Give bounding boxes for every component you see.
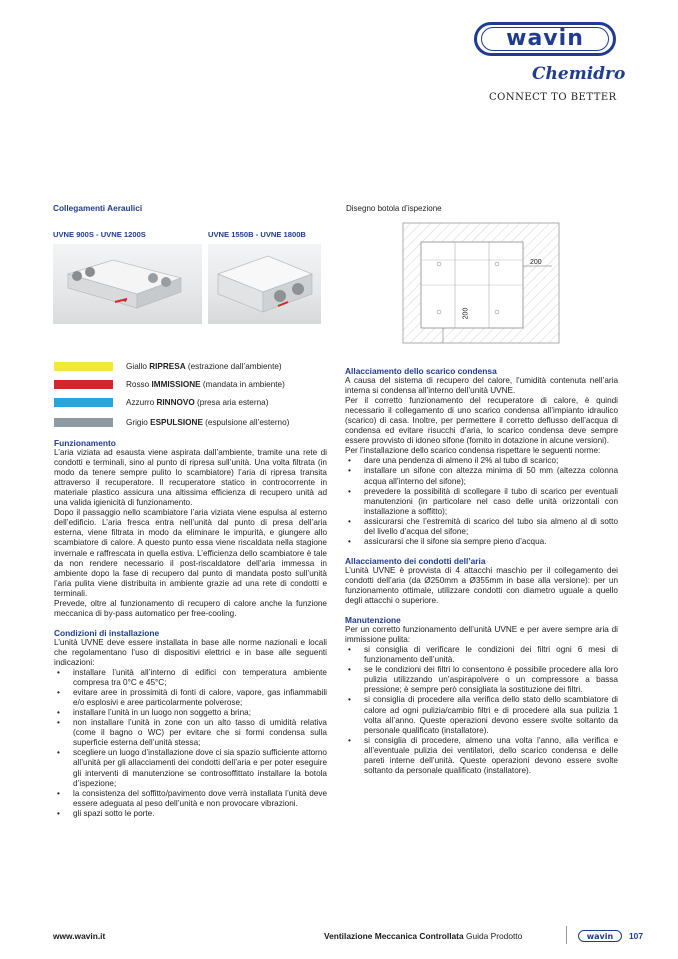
condensa-list bbox=[345, 456, 618, 546]
aeraulic-title: Collegamenti Aeraulici bbox=[53, 203, 143, 213]
dim-label-right: 200 bbox=[530, 259, 542, 266]
list-item: • la consistenza del soffitto/pavimento dove verrà installata l’unità deve essere adeguata al peso dell’unità e non provocare vibrazioni. bbox=[54, 789, 327, 809]
list-item: • si consiglia di procedere alla verifica dello stato dello scambiatore di calore ad ogni pulizia/cambio filtri e di procedere alla sua pulizia 1 volta all’anno. Queste operazioni devono essere svolte soltanto da personale qualificato (installatore). bbox=[345, 695, 618, 735]
list-item: • installare l’unità all’interno di edifici con temperatura ambiente compresa tra 0°C e 45°C; bbox=[54, 668, 327, 688]
wavin-logo-text: wavin bbox=[481, 27, 609, 51]
funzionamento-heading: Funzionamento bbox=[54, 438, 116, 448]
page-number: 107 bbox=[629, 931, 643, 941]
legend-row-espulsione bbox=[54, 413, 344, 431]
legend-row-rinnovo bbox=[54, 393, 344, 411]
model-right-label: UVNE 1550B - UVNE 1800B bbox=[208, 230, 306, 239]
legend-text: Grigio ESPULSIONE (espulsione all’esterno) bbox=[126, 417, 290, 427]
list-item: • prevedere la possibilità di scollegare il tubo di scarico per eventuali manutenzioni (in particolare nel caso delle unità orizzontali con installazione a soffitto); bbox=[345, 487, 618, 517]
manutenzione-list bbox=[345, 645, 618, 776]
list-item: • assicurarsi che l’estremità di scarico del tubo sia almeno al di sotto del livello d’acqua del sifone; bbox=[345, 517, 618, 537]
list-item: • si consiglia di verificare le condizioni dei filtri ogni 6 mesi di funzionamento dell’unità. bbox=[345, 645, 618, 665]
list-item: • installare l’unità in un luogo non soggetto a brina; bbox=[54, 708, 327, 718]
installazione-heading: Condizioni di installazione bbox=[54, 627, 160, 638]
wavin-logo bbox=[474, 22, 616, 56]
legend-row-ripresa bbox=[54, 357, 344, 375]
color-legend bbox=[54, 357, 344, 431]
list-item: • se le condizioni dei filtri lo consentono è possibile procedere alla loro pulizia utilizzando un’aspirapolvere o un compressore a bassa pressione; è sempre però consigliata la sostituzione dei filtri. bbox=[345, 665, 618, 695]
unit-photo-small bbox=[53, 244, 202, 324]
list-item: • si consiglia di procedere, almeno una volta l’anno, alla verifica e all’eventuale pulizia dei ventilatori, dello scarico condensa e delle pareti interne dell’unità. Queste operazioni devono essere svolte soltanto da personale qualificato (installatore). bbox=[345, 736, 618, 776]
condotti-heading: Allacciamento dei condotti dell’aria bbox=[345, 555, 486, 566]
legend-text: Giallo RIPRESA (estrazione dall’ambiente) bbox=[126, 361, 282, 371]
legend-text: Rosso IMMISSIONE (mandata in ambiente) bbox=[126, 379, 285, 389]
list-item: • non installare l’unità in zone con un alto tasso di umidità relativa (come il bagno o WC) per evitare che si formi condensa sulla superficie esterna dell’unità stessa; bbox=[54, 718, 327, 748]
swatch-red bbox=[54, 380, 113, 389]
list-item: • dare una pendenza di almeno il 2% al tubo di scarico; bbox=[345, 456, 618, 466]
tagline: CONNECT TO BETTER bbox=[489, 92, 617, 103]
dim-label-bottom: 200 bbox=[462, 307, 470, 320]
footer-title: Ventilazione Meccanica Controllata Guida Prodotto bbox=[324, 931, 523, 941]
list-item: • installare un sifone con altezza minima di 50 mm (altezza colonna acqua all’interno del sifone); bbox=[345, 466, 618, 486]
swatch-grey bbox=[54, 418, 113, 427]
manutenzione-p1: Per un corretto funzionamento dell’unità UVNE e per avere sempre aria di immissione pulita: bbox=[345, 625, 618, 645]
swatch-yellow bbox=[54, 362, 113, 371]
list-item: • scegliere un luogo d’installazione dove ci sia spazio sufficiente attorno all’unità per gli allacciamenti dei condotti dell’aria e per poter eseguire gli interventi di manutenzione se controsoffittato installare la botola d’ispezione; bbox=[54, 748, 327, 788]
funzionamento-p3: Prevede, oltre al funzionamento di recupero di calore anche la funzione meccanica di by-pass automatico per free-cooling. bbox=[54, 598, 327, 618]
legend-row-immissione bbox=[54, 375, 344, 393]
list-item: • gli spazi sotto le porte. bbox=[54, 809, 327, 819]
left-column bbox=[54, 438, 327, 819]
condensa-heading: Allacciamento dello scarico condensa bbox=[345, 366, 497, 376]
condensa-p2: Per il corretto funzionamento del recuperatore di calore, è quindi necessario il collegamento di uno scarico condensa all’impianto idraulico (scarico) di casa. Inoltre, per permettere il corretto deflusso dell’acqua di condensa ed evitare risucchi d’aria, lo scarico condensa deve sempre essere provvisto di idoneo sifone (fornito in dotazione in alcune versioni). bbox=[345, 396, 618, 446]
manutenzione-heading: Manutenzione bbox=[345, 615, 401, 626]
drawing-title: Disegno botola d’ispezione bbox=[346, 204, 442, 213]
condensa-p1: A causa del sistema di recupero del calore, l’umidità contenuta nell’aria interna si condensa all’interno dell’unità UVNE. bbox=[345, 376, 618, 396]
swatch-blue bbox=[54, 398, 113, 407]
list-item: • evitare aree in prossimità di fonti di calore, vapore, gas infiammabili e/o esplosivi e aree particolarmente polverose; bbox=[54, 688, 327, 708]
list-item: • assicurarsi che il sifone sia sempre pieno d’acqua. bbox=[345, 537, 618, 547]
funzionamento-p1: L’aria viziata ad esausta viene aspirata dall’ambiente, tramite una rete di condotti e terminali, sino al punto di ripresa sull’unità. Una volta filtrata (in modo da tenere sempre pulito lo scambiatore) l’aria di ripresa transita attraverso il recuperatore. Il recuperatore statico in controcorrente in materiale plastico assicura una altissima efficienza di recupero unità ad una valida igienicità di funzionamento. bbox=[54, 448, 327, 508]
unit-photo-large bbox=[208, 244, 321, 324]
installazione-list bbox=[54, 668, 327, 819]
installazione-intro: L’unità UVNE deve essere installata in base alle norme nazionali e locali che regolamentano l’uso di dispositivi elettrici e in base alle seguenti indicazioni: bbox=[54, 637, 327, 667]
footer-wavin-logo: wavin bbox=[578, 930, 622, 942]
inspection-hatch-drawing bbox=[402, 222, 560, 344]
model-left-label: UVNE 900S - UVNE 1200S bbox=[53, 230, 146, 239]
condensa-p3: Per l’installazione dello scarico condensa rispettare le seguenti norme: bbox=[345, 446, 601, 456]
legend-text: Azzurro RINNOVO (presa aria esterna) bbox=[126, 397, 269, 407]
condotti-p1: L’unità UVNE è provvista di 4 attacchi maschio per il collegamento dei condotti dell’aria (da Ø250mm a Ø355mm in base alla versione): per un funzionamento ottimale, utilizzare condotti con diametro uguale a quello degli attacchi o superiore. bbox=[345, 565, 618, 606]
chemidro-logo: Chemidro bbox=[532, 64, 626, 84]
right-column bbox=[345, 366, 618, 776]
footer-url[interactable]: www.wavin.it bbox=[53, 931, 106, 941]
funzionamento-p2: Dopo il passaggio nello scambiatore l’aria viziata viene espulsa al esterno dell’edificio. L’aria fresca entra nell’unità dal punto di presa dell’aria esterna, viene filtrata in modo da eliminare le impurità, e giungere allo scambiatore di calore. A questo punto essa viene riscaldata nella stagione invernale e raffrescata in quella estiva. L’efficienza dello scambiatore è tale da non rendere necessario il post-riscaldatore dell’aria immessa in ambiente dopo la fase di recupero dal punto di mandata posto sull’unità l’aria pulita viene distribuita in ambiente grazie ad una rete di condotti e terminali. bbox=[54, 508, 327, 598]
footer-divider bbox=[566, 926, 567, 944]
